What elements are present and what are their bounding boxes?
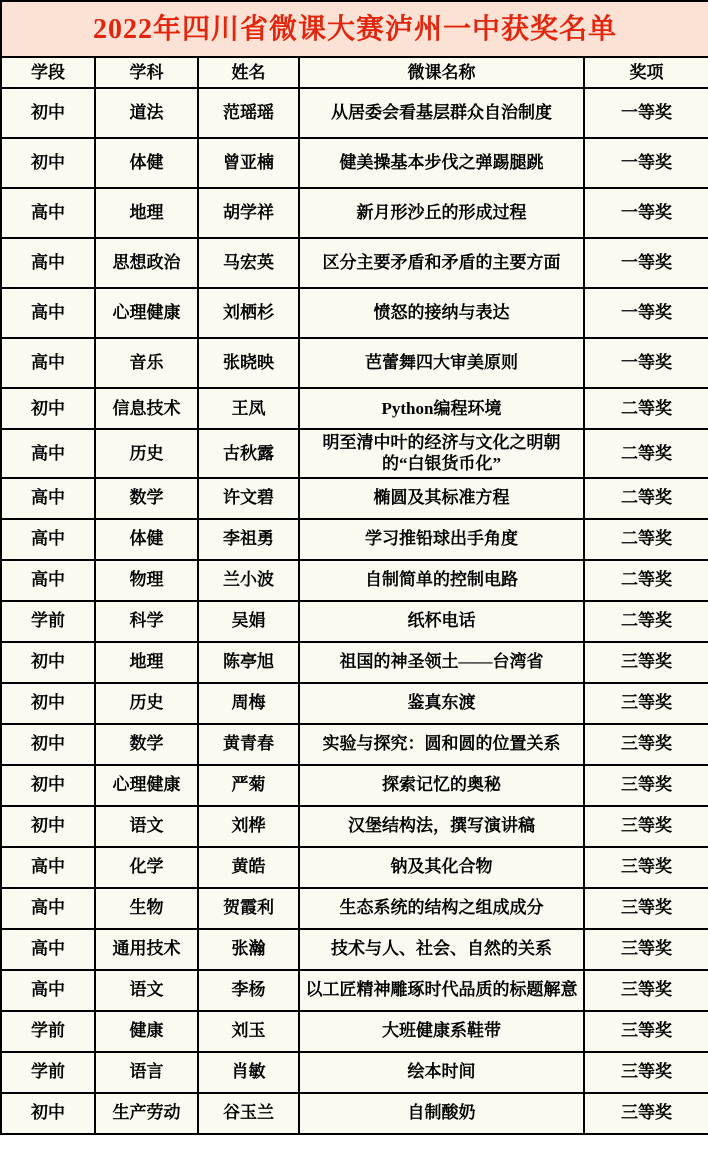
cell-award: 二等奖 (584, 478, 708, 519)
cell-stage: 初中 (1, 388, 95, 429)
page-title: 2022年四川省微课大赛泸州一中获奖名单 (1, 1, 708, 57)
cell-name: 黄青春 (198, 724, 299, 765)
table-row (1, 724, 708, 765)
table-row (1, 429, 708, 478)
cell-award: 三等奖 (584, 683, 708, 724)
cell-lesson: 鉴真东渡 (299, 683, 584, 724)
cell-name: 刘玉 (198, 1011, 299, 1052)
cell-award: 一等奖 (584, 238, 708, 288)
cell-stage: 高中 (1, 288, 95, 338)
cell-lesson: 实验与探究：圆和圆的位置关系 (299, 724, 584, 765)
cell-name: 刘桦 (198, 806, 299, 847)
table-row (1, 338, 708, 388)
cell-stage: 高中 (1, 560, 95, 601)
cell-subject: 历史 (95, 429, 198, 478)
table-row (1, 970, 708, 1011)
cell-lesson: 探索记忆的奥秘 (299, 765, 584, 806)
cell-lesson: 自制简单的控制电路 (299, 560, 584, 601)
cell-subject: 体健 (95, 519, 198, 560)
table-row (1, 519, 708, 560)
cell-lesson: 钠及其化合物 (299, 847, 584, 888)
cell-name: 吴娟 (198, 601, 299, 642)
cell-award: 三等奖 (584, 1052, 708, 1093)
cell-subject: 通用技术 (95, 929, 198, 970)
cell-stage: 初中 (1, 724, 95, 765)
table-row (1, 288, 708, 338)
cell-lesson: Python编程环境 (299, 388, 584, 429)
cell-award: 二等奖 (584, 388, 708, 429)
table-body (1, 88, 708, 1134)
cell-award: 三等奖 (584, 642, 708, 683)
cell-award: 一等奖 (584, 138, 708, 188)
cell-name: 贺霞利 (198, 888, 299, 929)
cell-subject: 科学 (95, 601, 198, 642)
cell-award: 二等奖 (584, 519, 708, 560)
cell-subject: 历史 (95, 683, 198, 724)
cell-award: 二等奖 (584, 429, 708, 478)
table-row (1, 88, 708, 138)
table-row (1, 188, 708, 238)
cell-lesson: 绘本时间 (299, 1052, 584, 1093)
cell-name: 刘栖杉 (198, 288, 299, 338)
cell-stage: 学前 (1, 1011, 95, 1052)
cell-subject: 道法 (95, 88, 198, 138)
cell-subject: 音乐 (95, 338, 198, 388)
cell-stage: 高中 (1, 888, 95, 929)
table-row (1, 138, 708, 188)
table-row (1, 238, 708, 288)
table-row (1, 388, 708, 429)
table-row (1, 1093, 708, 1134)
cell-award: 二等奖 (584, 560, 708, 601)
cell-subject: 数学 (95, 724, 198, 765)
cell-award: 三等奖 (584, 847, 708, 888)
cell-name: 李祖勇 (198, 519, 299, 560)
cell-name: 曾亚楠 (198, 138, 299, 188)
cell-stage: 高中 (1, 429, 95, 478)
cell-lesson: 芭蕾舞四大审美原则 (299, 338, 584, 388)
cell-name: 谷玉兰 (198, 1093, 299, 1134)
column-header-subject: 学科 (95, 57, 198, 88)
cell-award: 三等奖 (584, 806, 708, 847)
cell-stage: 初中 (1, 1093, 95, 1134)
cell-stage: 学前 (1, 1052, 95, 1093)
cell-award: 三等奖 (584, 970, 708, 1011)
cell-name: 范瑶瑶 (198, 88, 299, 138)
cell-lesson: 新月形沙丘的形成过程 (299, 188, 584, 238)
table-row (1, 929, 708, 970)
cell-stage: 高中 (1, 847, 95, 888)
cell-subject: 心理健康 (95, 765, 198, 806)
column-header-stage: 学段 (1, 57, 95, 88)
cell-lesson: 大班健康系鞋带 (299, 1011, 584, 1052)
cell-lesson: 从居委会看基层群众自治制度 (299, 88, 584, 138)
cell-award: 一等奖 (584, 338, 708, 388)
cell-award: 三等奖 (584, 888, 708, 929)
cell-lesson: 生态系统的结构之组成成分 (299, 888, 584, 929)
column-header-lesson: 微课名称 (299, 57, 584, 88)
cell-name: 马宏英 (198, 238, 299, 288)
cell-name: 严菊 (198, 765, 299, 806)
cell-award: 三等奖 (584, 1011, 708, 1052)
cell-stage: 初中 (1, 642, 95, 683)
cell-subject: 化学 (95, 847, 198, 888)
table-row (1, 847, 708, 888)
cell-subject: 语文 (95, 806, 198, 847)
cell-subject: 地理 (95, 642, 198, 683)
table-row (1, 888, 708, 929)
table-row (1, 683, 708, 724)
cell-stage: 初中 (1, 806, 95, 847)
cell-stage: 学前 (1, 601, 95, 642)
cell-name: 陈亭旭 (198, 642, 299, 683)
table-row (1, 478, 708, 519)
cell-lesson: 区分主要矛盾和矛盾的主要方面 (299, 238, 584, 288)
cell-name: 肖敏 (198, 1052, 299, 1093)
cell-name: 张瀚 (198, 929, 299, 970)
cell-name: 古秋露 (198, 429, 299, 478)
cell-award: 一等奖 (584, 88, 708, 138)
cell-stage: 初中 (1, 138, 95, 188)
cell-stage: 初中 (1, 765, 95, 806)
cell-lesson: 汉堡结构法，撰写演讲稿 (299, 806, 584, 847)
table-row (1, 601, 708, 642)
cell-subject: 生产劳动 (95, 1093, 198, 1134)
cell-award: 三等奖 (584, 1093, 708, 1134)
table-row (1, 1052, 708, 1093)
cell-lesson: 技术与人、社会、自然的关系 (299, 929, 584, 970)
table-row (1, 560, 708, 601)
table-row (1, 1011, 708, 1052)
cell-subject: 地理 (95, 188, 198, 238)
cell-subject: 语文 (95, 970, 198, 1011)
cell-award: 二等奖 (584, 601, 708, 642)
cell-stage: 高中 (1, 338, 95, 388)
cell-lesson: 以工匠精神雕琢时代品质的标题解意 (299, 970, 584, 1011)
cell-stage: 高中 (1, 478, 95, 519)
cell-lesson: 祖国的神圣领土——台湾省 (299, 642, 584, 683)
cell-subject: 体健 (95, 138, 198, 188)
cell-name: 许文碧 (198, 478, 299, 519)
cell-lesson: 愤怒的接纳与表达 (299, 288, 584, 338)
cell-award: 一等奖 (584, 288, 708, 338)
cell-stage: 高中 (1, 970, 95, 1011)
cell-name: 胡学祥 (198, 188, 299, 238)
cell-award: 三等奖 (584, 765, 708, 806)
cell-name: 王凤 (198, 388, 299, 429)
column-header-name: 姓名 (198, 57, 299, 88)
cell-subject: 思想政治 (95, 238, 198, 288)
cell-award: 一等奖 (584, 188, 708, 238)
title-row (1, 1, 708, 57)
cell-stage: 初中 (1, 683, 95, 724)
cell-stage: 初中 (1, 88, 95, 138)
cell-stage: 高中 (1, 188, 95, 238)
table-header-row (1, 57, 708, 88)
cell-name: 兰小波 (198, 560, 299, 601)
cell-lesson: 纸杯电话 (299, 601, 584, 642)
cell-award: 三等奖 (584, 724, 708, 765)
table-row (1, 642, 708, 683)
cell-lesson: 学习推铅球出手角度 (299, 519, 584, 560)
cell-subject: 物理 (95, 560, 198, 601)
cell-subject: 生物 (95, 888, 198, 929)
cell-stage: 高中 (1, 519, 95, 560)
cell-name: 张晓映 (198, 338, 299, 388)
cell-subject: 心理健康 (95, 288, 198, 338)
cell-lesson: 健美操基本步伐之弹踢腿跳 (299, 138, 584, 188)
table-row (1, 806, 708, 847)
cell-subject: 数学 (95, 478, 198, 519)
cell-stage: 高中 (1, 238, 95, 288)
cell-lesson: 椭圆及其标准方程 (299, 478, 584, 519)
cell-lesson: 明至清中叶的经济与文化之明朝的“白银货币化” (299, 429, 584, 478)
cell-stage: 高中 (1, 929, 95, 970)
cell-subject: 健康 (95, 1011, 198, 1052)
cell-lesson: 自制酸奶 (299, 1093, 584, 1134)
table-row (1, 765, 708, 806)
cell-name: 黄皓 (198, 847, 299, 888)
cell-name: 周梅 (198, 683, 299, 724)
cell-subject: 语言 (95, 1052, 198, 1093)
cell-subject: 信息技术 (95, 388, 198, 429)
column-header-award: 奖项 (584, 57, 708, 88)
cell-award: 三等奖 (584, 929, 708, 970)
cell-name: 李杨 (198, 970, 299, 1011)
